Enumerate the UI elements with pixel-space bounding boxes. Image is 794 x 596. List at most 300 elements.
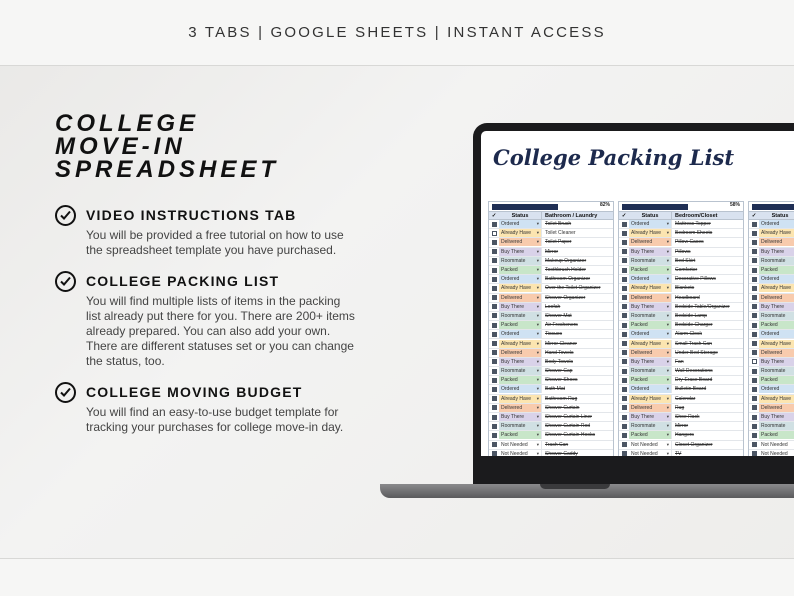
spreadsheet-display [481, 131, 794, 456]
table-row [489, 450, 613, 456]
status-dropdown[interactable]: Roommate ▾ [629, 257, 671, 265]
item-cell[interactable]: Trash Can [541, 441, 613, 449]
row-checkbox[interactable] [749, 433, 759, 438]
item-cell[interactable]: Mirror [671, 422, 743, 430]
header-category: Bathroom / Laundry [541, 212, 613, 219]
table-row [749, 303, 794, 312]
status-dropdown[interactable]: Buy There ▾ [629, 413, 671, 421]
status-dropdown[interactable]: Ordered ▾ [759, 275, 794, 283]
row-checkbox[interactable] [749, 313, 759, 318]
row-checkbox[interactable] [749, 258, 759, 263]
status-dropdown[interactable]: Buy There ▾ [499, 248, 541, 256]
row-checkbox[interactable] [619, 341, 629, 346]
row-checkbox[interactable] [749, 424, 759, 429]
column-header [619, 211, 743, 220]
status-dropdown[interactable]: Packed ▾ [629, 431, 671, 439]
status-dropdown[interactable]: Already Have ▾ [759, 284, 794, 292]
status-dropdown[interactable]: Not Needed ▾ [629, 441, 671, 449]
table-row [749, 358, 794, 367]
header-check: ✓ [491, 213, 497, 219]
feature-title: COLLEGE MOVING BUDGET [86, 384, 303, 400]
status-dropdown[interactable]: Already Have ▾ [759, 395, 794, 403]
row-checkbox[interactable] [619, 369, 629, 374]
status-dropdown[interactable]: Already Have ▾ [499, 395, 541, 403]
status-dropdown[interactable]: Already Have ▾ [759, 229, 794, 237]
table-row [489, 330, 613, 339]
status-dropdown[interactable]: Not Needed ▾ [759, 441, 794, 449]
item-cell[interactable]: Body Towels [541, 358, 613, 366]
item-cell[interactable]: Air Fresheners [541, 321, 613, 329]
status-dropdown[interactable]: Packed ▾ [499, 266, 541, 274]
status-dropdown[interactable]: Delivered ▾ [759, 349, 794, 357]
item-cell[interactable]: Calendar [671, 395, 743, 403]
row-checkbox[interactable] [749, 415, 759, 420]
status-dropdown[interactable]: Not Needed ▾ [759, 450, 794, 456]
table-row [749, 441, 794, 450]
item-cell[interactable]: Wall Decorations [671, 367, 743, 375]
feature-list [55, 207, 365, 435]
table-row [749, 385, 794, 394]
feature-item [55, 384, 365, 435]
status-dropdown[interactable]: Ordered ▾ [759, 385, 794, 393]
row-checkbox[interactable] [749, 268, 759, 273]
row-checkbox[interactable] [619, 277, 629, 282]
table-row [489, 284, 613, 293]
table-row [749, 404, 794, 413]
progress-bar [492, 204, 558, 210]
status-dropdown[interactable]: Roommate ▾ [629, 312, 671, 320]
status-dropdown[interactable]: Delivered ▾ [629, 238, 671, 246]
status-dropdown[interactable]: Roommate ▾ [629, 367, 671, 375]
item-cell[interactable]: Bathroom Organizer [541, 275, 613, 283]
row-checkbox[interactable] [489, 222, 499, 227]
status-dropdown[interactable]: Buy There ▾ [759, 248, 794, 256]
item-cell[interactable]: Toothbrush Holder [541, 266, 613, 274]
product-info [55, 112, 365, 450]
row-checkbox[interactable] [489, 323, 499, 328]
row-checkbox[interactable] [619, 286, 629, 291]
status-dropdown[interactable]: Buy There ▾ [499, 303, 541, 311]
column-header [749, 211, 794, 220]
item-cell[interactable]: Bath Mat [541, 385, 613, 393]
row-checkbox[interactable] [749, 387, 759, 392]
row-checkbox[interactable] [619, 359, 629, 364]
table-row [619, 321, 743, 330]
progress-row [749, 202, 794, 211]
table-row [619, 339, 743, 348]
table-row [489, 220, 613, 229]
table-row [619, 266, 743, 275]
status-dropdown[interactable]: Buy There ▾ [759, 303, 794, 311]
item-cell[interactable]: Shower Curtain Rod [541, 422, 613, 430]
item-cell[interactable]: TV [671, 450, 743, 456]
row-checkbox[interactable] [619, 378, 629, 383]
item-cell[interactable]: Mirror Cleaner [541, 340, 613, 348]
status-dropdown[interactable]: Ordered ▾ [629, 220, 671, 228]
row-checkbox[interactable] [749, 442, 759, 447]
status-dropdown[interactable]: Delivered ▾ [499, 404, 541, 412]
status-dropdown[interactable]: Already Have ▾ [499, 284, 541, 292]
status-dropdown[interactable]: Buy There ▾ [629, 248, 671, 256]
status-dropdown[interactable]: Packed ▾ [759, 266, 794, 274]
row-checkbox[interactable] [619, 304, 629, 309]
row-checkbox[interactable] [749, 231, 759, 236]
row-checkbox[interactable] [489, 415, 499, 420]
row-checkbox[interactable] [619, 258, 629, 263]
row-checkbox[interactable] [749, 277, 759, 282]
row-checkbox[interactable] [749, 222, 759, 227]
row-checkbox[interactable] [749, 304, 759, 309]
feature-title: COLLEGE PACKING LIST [86, 273, 280, 289]
table-row [489, 422, 613, 431]
item-cell[interactable]: Bedside Table/Organizer [671, 303, 743, 311]
row-checkbox[interactable] [749, 405, 759, 410]
table-row [749, 312, 794, 321]
item-cell[interactable]: Shower Shoes [541, 376, 613, 384]
status-dropdown[interactable]: Ordered ▾ [629, 385, 671, 393]
top-banner [0, 0, 794, 66]
item-cell[interactable]: Fan [671, 358, 743, 366]
row-checkbox[interactable] [489, 396, 499, 401]
item-cell[interactable]: Shower Cap [541, 367, 613, 375]
item-cell[interactable]: Shower Caddy [541, 450, 613, 456]
row-checkbox[interactable] [489, 240, 499, 245]
row-checkbox[interactable] [619, 442, 629, 447]
status-dropdown[interactable]: Packed ▾ [759, 376, 794, 384]
status-dropdown[interactable]: Buy There ▾ [759, 413, 794, 421]
table-row [619, 395, 743, 404]
table-row [489, 303, 613, 312]
feature-desc: You will find multiple lists of items in the packing list already put there for you. There are 200+ items already prepared. You can also add your own. There are different statuses set or you can change the status, too. [86, 294, 355, 368]
item-cell[interactable]: Toilet Paper [541, 238, 613, 246]
table-row [749, 450, 794, 456]
table-row [489, 376, 613, 385]
status-dropdown[interactable]: Packed ▾ [629, 266, 671, 274]
table-row [489, 275, 613, 284]
row-checkbox[interactable] [489, 442, 499, 447]
row-checkbox[interactable] [619, 424, 629, 429]
status-dropdown[interactable]: Already Have ▾ [629, 395, 671, 403]
status-dropdown[interactable]: Packed ▾ [759, 431, 794, 439]
item-cell[interactable]: Toilet Brush [541, 220, 613, 228]
item-cell[interactable]: Alarm Clock [671, 330, 743, 338]
status-dropdown[interactable]: Delivered ▾ [499, 238, 541, 246]
table-row [489, 349, 613, 358]
row-checkbox[interactable] [489, 268, 499, 273]
row-checkbox[interactable] [749, 323, 759, 328]
status-dropdown[interactable]: Buy There ▾ [499, 413, 541, 421]
item-cell[interactable]: Decorative Pillows [671, 275, 743, 283]
row-checkbox[interactable] [489, 304, 499, 309]
item-cell[interactable]: Loofah [541, 303, 613, 311]
item-cell[interactable]: Bulletin Board [671, 385, 743, 393]
row-checkbox[interactable] [749, 369, 759, 374]
table-row [749, 321, 794, 330]
table-row [749, 413, 794, 422]
row-checkbox[interactable] [749, 295, 759, 300]
status-dropdown[interactable]: Already Have ▾ [629, 284, 671, 292]
progress-bar [622, 204, 688, 210]
status-dropdown[interactable]: Packed ▾ [499, 376, 541, 384]
status-dropdown[interactable]: Buy There ▾ [499, 358, 541, 366]
table-row [619, 349, 743, 358]
table-row [619, 294, 743, 303]
table-row [619, 413, 743, 422]
row-checkbox[interactable] [749, 341, 759, 346]
row-checkbox[interactable] [619, 433, 629, 438]
item-cell[interactable]: Small Trash Can [671, 340, 743, 348]
row-checkbox[interactable] [489, 387, 499, 392]
item-cell[interactable]: Toilet Cleaner [541, 229, 613, 237]
status-dropdown[interactable]: Roommate ▾ [629, 422, 671, 430]
row-checkbox[interactable] [749, 240, 759, 245]
row-checkbox[interactable] [619, 332, 629, 337]
table-row [749, 422, 794, 431]
table-row [749, 376, 794, 385]
table-row [749, 248, 794, 257]
table-row [749, 349, 794, 358]
status-dropdown[interactable]: Not Needed ▾ [499, 450, 541, 456]
row-checkbox[interactable] [489, 451, 499, 456]
row-checkbox[interactable] [749, 359, 759, 364]
row-checkbox[interactable] [489, 359, 499, 364]
row-checkbox[interactable] [749, 332, 759, 337]
item-cell[interactable]: Shower Organizer [541, 294, 613, 302]
row-checkbox[interactable] [489, 249, 499, 254]
bottom-banner [0, 558, 794, 596]
table-row [749, 257, 794, 266]
table-row [489, 257, 613, 266]
headline [55, 112, 365, 181]
item-cell[interactable]: Shower Curtain [541, 404, 613, 412]
row-checkbox[interactable] [489, 286, 499, 291]
table-row [619, 257, 743, 266]
row-checkbox[interactable] [489, 424, 499, 429]
row-checkbox[interactable] [749, 350, 759, 355]
item-cell[interactable]: Bathroom Rug [541, 395, 613, 403]
item-cell[interactable]: Rug [671, 404, 743, 412]
row-checkbox[interactable] [489, 378, 499, 383]
row-checkbox[interactable] [489, 313, 499, 318]
status-dropdown[interactable]: Ordered ▾ [759, 330, 794, 338]
row-checkbox[interactable] [489, 433, 499, 438]
table-row [619, 229, 743, 238]
status-dropdown[interactable]: Ordered ▾ [499, 385, 541, 393]
packing-column [488, 201, 614, 456]
status-dropdown[interactable]: Ordered ▾ [629, 330, 671, 338]
row-checkbox[interactable] [619, 323, 629, 328]
progress-row [489, 202, 613, 211]
row-checkbox[interactable] [619, 415, 629, 420]
item-cell[interactable]: Bed Skirt [671, 257, 743, 265]
row-checkbox[interactable] [619, 240, 629, 245]
item-cell[interactable]: Pillow Cases [671, 238, 743, 246]
status-dropdown[interactable]: Roommate ▾ [499, 257, 541, 265]
table-row [619, 248, 743, 257]
table-row [749, 266, 794, 275]
row-checkbox[interactable] [619, 231, 629, 236]
progress-bar [752, 204, 794, 210]
row-checkbox[interactable] [619, 295, 629, 300]
row-checkbox[interactable] [619, 350, 629, 355]
headline-line: SPREADSHEET [55, 156, 280, 183]
row-checkbox[interactable] [489, 405, 499, 410]
item-cell[interactable]: Under Bed Storage [671, 349, 743, 357]
table-row [619, 275, 743, 284]
item-cell[interactable]: Hangers [671, 431, 743, 439]
header-check: ✓ [751, 213, 757, 219]
progress-row [619, 202, 743, 211]
row-checkbox[interactable] [749, 451, 759, 456]
header-status: Status [511, 213, 529, 219]
table-row [619, 376, 743, 385]
feature-item [55, 273, 365, 369]
status-dropdown[interactable]: Already Have ▾ [499, 340, 541, 348]
item-cell[interactable]: Shoe Rack [671, 413, 743, 421]
table-row [489, 413, 613, 422]
status-dropdown[interactable]: Already Have ▾ [629, 229, 671, 237]
status-dropdown[interactable]: Packed ▾ [499, 431, 541, 439]
row-checkbox[interactable] [619, 268, 629, 273]
table-row [489, 339, 613, 348]
status-dropdown[interactable]: Already Have ▾ [499, 229, 541, 237]
check-circle-icon [55, 205, 76, 226]
item-cell[interactable]: Bedside Lamp [671, 312, 743, 320]
table-row [749, 431, 794, 440]
item-cell[interactable]: Mattress Topper [671, 220, 743, 228]
status-dropdown[interactable]: Ordered ▾ [499, 275, 541, 283]
feature-desc: You will find an easy-to-use budget template for tracking your purchases for college move-in day. [86, 405, 344, 434]
status-dropdown[interactable]: Packed ▾ [759, 321, 794, 329]
status-dropdown[interactable]: Delivered ▾ [759, 404, 794, 412]
status-dropdown[interactable]: Ordered ▾ [629, 275, 671, 283]
row-checkbox[interactable] [619, 396, 629, 401]
row-checkbox[interactable] [749, 378, 759, 383]
row-checkbox[interactable] [489, 341, 499, 346]
status-dropdown[interactable]: Buy There ▾ [629, 358, 671, 366]
status-dropdown[interactable]: Roommate ▾ [499, 312, 541, 320]
laptop-notch [540, 484, 610, 489]
status-dropdown[interactable]: Delivered ▾ [499, 294, 541, 302]
table-row [749, 229, 794, 238]
table-row [489, 266, 613, 275]
table-row [489, 358, 613, 367]
row-checkbox[interactable] [489, 277, 499, 282]
tagline: 3 TABS | GOOGLE SHEETS | INSTANT ACCESS [188, 24, 606, 41]
row-checkbox[interactable] [749, 286, 759, 291]
check-circle-icon [55, 271, 76, 292]
progress-percent: 58% [729, 202, 740, 208]
sheet-title: College Packing List [493, 145, 735, 170]
status-dropdown[interactable]: Roommate ▾ [759, 312, 794, 320]
table-row [749, 330, 794, 339]
status-dropdown[interactable]: Roommate ▾ [499, 422, 541, 430]
item-cell[interactable]: Tissues [541, 330, 613, 338]
table-row [619, 312, 743, 321]
status-dropdown[interactable]: Delivered ▾ [499, 349, 541, 357]
table-row [489, 367, 613, 376]
table-row [489, 248, 613, 257]
status-dropdown[interactable]: Ordered ▾ [499, 220, 541, 228]
row-checkbox[interactable] [749, 396, 759, 401]
row-checkbox[interactable] [489, 332, 499, 337]
table-row [619, 303, 743, 312]
table-row [489, 294, 613, 303]
row-checkbox[interactable] [489, 258, 499, 263]
table-row [619, 441, 743, 450]
item-cell[interactable]: Dry-Erase Board [671, 376, 743, 384]
item-cell[interactable]: Over the Toilet Organizer [541, 284, 613, 292]
item-cell[interactable]: Closet Organizer [671, 441, 743, 449]
item-cell[interactable]: Shower Mat [541, 312, 613, 320]
status-dropdown[interactable]: Delivered ▾ [629, 349, 671, 357]
item-cell[interactable]: Headboard [671, 294, 743, 302]
row-checkbox[interactable] [619, 249, 629, 254]
row-checkbox[interactable] [619, 313, 629, 318]
item-cell[interactable]: Pillows [671, 248, 743, 256]
status-dropdown[interactable]: Delivered ▾ [759, 238, 794, 246]
row-checkbox[interactable] [489, 231, 499, 236]
status-dropdown[interactable]: Roommate ▾ [759, 367, 794, 375]
header-category: Bedroom/Closet [671, 212, 743, 219]
row-checkbox[interactable] [749, 249, 759, 254]
status-dropdown[interactable]: Not Needed ▾ [629, 450, 671, 456]
row-checkbox[interactable] [619, 405, 629, 410]
status-dropdown[interactable]: Ordered ▾ [499, 330, 541, 338]
item-cell[interactable]: Bedside Charger [671, 321, 743, 329]
row-checkbox[interactable] [619, 222, 629, 227]
status-dropdown[interactable]: Roommate ▾ [759, 422, 794, 430]
item-cell[interactable]: Mirror [541, 248, 613, 256]
table-row [489, 238, 613, 247]
status-dropdown[interactable]: Delivered ▾ [629, 294, 671, 302]
row-checkbox[interactable] [619, 387, 629, 392]
status-dropdown[interactable]: Packed ▾ [629, 376, 671, 384]
item-cell[interactable]: Makeup Organizer [541, 257, 613, 265]
status-dropdown[interactable]: Buy There ▾ [759, 358, 794, 366]
status-dropdown[interactable]: Delivered ▾ [759, 294, 794, 302]
row-checkbox[interactable] [619, 451, 629, 456]
progress-percent: 82% [599, 202, 610, 208]
status-dropdown[interactable]: Already Have ▾ [629, 340, 671, 348]
status-dropdown[interactable]: Delivered ▾ [629, 404, 671, 412]
status-dropdown[interactable]: Roommate ▾ [499, 367, 541, 375]
status-dropdown[interactable]: Packed ▾ [499, 321, 541, 329]
table-row [619, 385, 743, 394]
row-checkbox[interactable] [489, 369, 499, 374]
row-checkbox[interactable] [489, 350, 499, 355]
status-dropdown[interactable]: Packed ▾ [629, 321, 671, 329]
table-row [619, 238, 743, 247]
item-cell[interactable]: Blankets [671, 284, 743, 292]
status-dropdown[interactable]: Roommate ▾ [759, 257, 794, 265]
item-cell[interactable]: Shower Curtain Liner [541, 413, 613, 421]
status-dropdown[interactable]: Ordered ▾ [759, 220, 794, 228]
status-dropdown[interactable]: Buy There ▾ [629, 303, 671, 311]
status-dropdown[interactable]: Not Needed ▾ [499, 441, 541, 449]
header-status: Status [771, 213, 789, 219]
table-row [489, 321, 613, 330]
table-row [619, 431, 743, 440]
row-checkbox[interactable] [489, 295, 499, 300]
item-cell[interactable]: Comforter [671, 266, 743, 274]
item-cell[interactable]: Hand Towels [541, 349, 613, 357]
item-cell[interactable]: Shower Curtain Hooks [541, 431, 613, 439]
status-dropdown[interactable]: Already Have ▾ [759, 340, 794, 348]
table-row [619, 404, 743, 413]
item-cell[interactable]: Bedroom Sheets [671, 229, 743, 237]
header-check: ✓ [621, 213, 627, 219]
